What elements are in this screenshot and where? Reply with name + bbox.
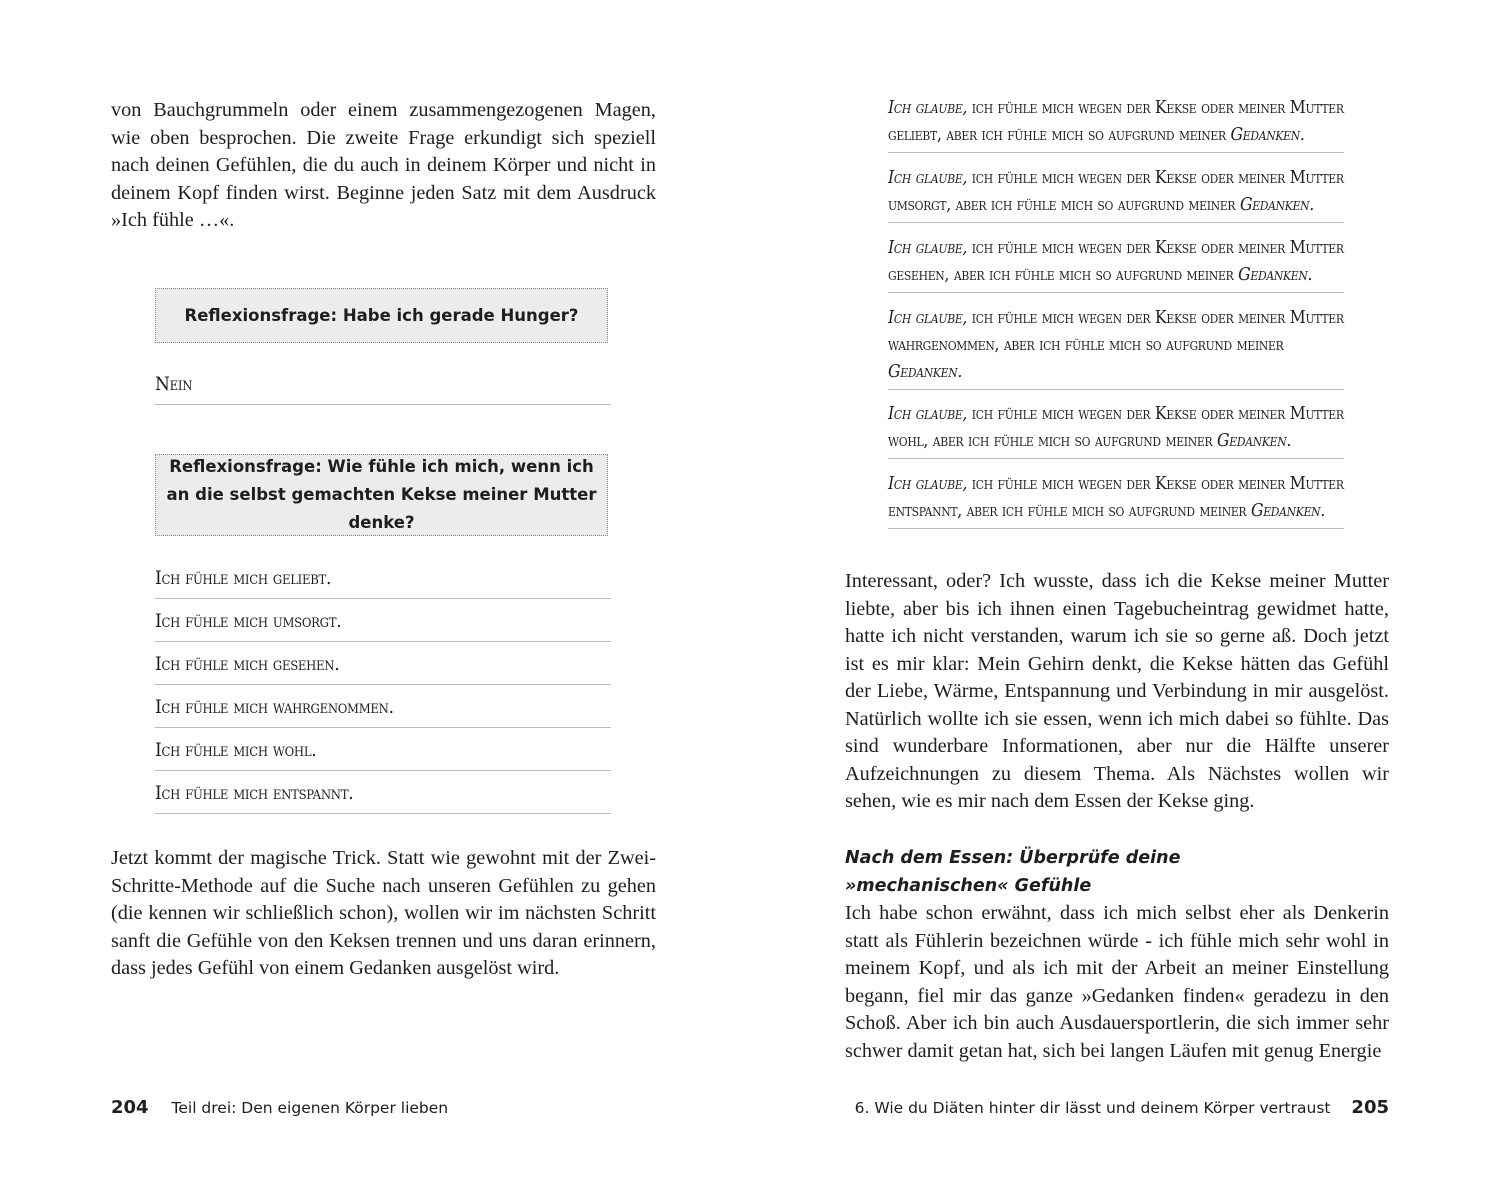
feeling-answer: Ich fühle mich umsorgt. <box>155 609 611 642</box>
reflection-question-hunger <box>155 288 608 343</box>
answer-hunger: Nein <box>155 372 611 405</box>
page-number: 204 <box>111 1097 149 1118</box>
belief-item <box>888 165 1344 223</box>
belief-item <box>888 471 1344 529</box>
belief-lead: Ich glaube, <box>888 474 968 494</box>
belief-lead: Ich glaube, <box>888 168 968 188</box>
closing-paragraph: Jetzt kommt der magische Trick. Statt wie gewohnt mit der Zwei-Schritte-Methode auf die Suche nach unseren Gefühlen zu gehen (die kennen wir schließlich schon), wollen wir im nächsten Schritt sanft die Gefühle von den Keksen trennen und uns daran erinnern, dass jedes Gefühl von einem Gedanken ausgelöst wird. <box>111 847 656 979</box>
belief-text: ich fühle mich wegen der Kekse oder meiner Mutter geliebt, aber ich fühle mich so aufgrund meiner <box>888 98 1344 145</box>
belief-tail: Gedanken. <box>1239 195 1314 215</box>
belief-tail: Gedanken. <box>1230 125 1305 145</box>
feeling-answer: Ich fühle mich wahrgenommen. <box>155 695 611 728</box>
belief-item <box>888 95 1344 153</box>
belief-text: ich fühle mich wegen der Kekse oder meiner Mutter umsorgt, aber ich fühle mich so aufgrund meiner <box>888 168 1344 215</box>
belief-text: ich fühle mich wegen der Kekse oder meiner Mutter wohl, aber ich fühle mich so aufgrund meiner <box>888 404 1344 451</box>
feeling-answer: Ich fühle mich geliebt. <box>155 566 611 599</box>
feeling-answer: Ich fühle mich wohl. <box>155 738 611 771</box>
belief-item <box>888 235 1344 293</box>
belief-tail: Gedanken. <box>1250 501 1326 521</box>
belief-item <box>888 305 1344 390</box>
question-text-line-2: an die selbst gemachten Kekse meiner Mutter denke? <box>166 485 597 532</box>
right-footer <box>855 1097 1389 1119</box>
question-text-line-1: Reflexionsfrage: Wie fühle ich mich, wenn ich <box>169 457 594 476</box>
belief-tail: Gedanken. <box>888 362 963 382</box>
feeling-answer: Ich fühle mich gesehen. <box>155 652 611 685</box>
belief-tail: Gedanken. <box>1217 431 1292 451</box>
question-text: Reflexionsfrage: Habe ich gerade Hunger? <box>184 305 579 325</box>
belief-item <box>888 401 1344 459</box>
chapter-title: 6. Wie du Diäten hinter dir lässt und deinem Körper vertraust <box>854 1099 1331 1117</box>
section-title: Teil drei: Den eigenen Körper lieben <box>171 1099 449 1117</box>
paragraph-denkerin: Ich habe schon erwähnt, dass ich mich selbst eher als Denkerin statt als Fühlerin bezeichnen würde - ich fühle mich sehr wohl in meinem Kopf, und als ich mit der Arbeit an meiner Einstellung begann, fiel mir das ganze »Gedanken finden« geradezu in den Schoß. Aber ich bin auch Ausdauersportlerin, die sich immer sehr schwer damit getan hat, sich bei langen Läufen mit genug Energie <box>845 902 1389 1062</box>
belief-tail: Gedanken. <box>1238 265 1313 285</box>
belief-lead: Ich glaube, <box>888 98 968 118</box>
belief-text: ich fühle mich wegen der Kekse oder meiner Mutter gesehen, aber ich fühle mich so aufgrund meiner <box>888 238 1344 285</box>
left-footer <box>111 1097 448 1119</box>
belief-lead: Ich glaube, <box>888 308 968 328</box>
feeling-answer: Ich fühle mich entspannt. <box>155 781 611 814</box>
subheading-line-1: Nach dem Essen: Überprüfe deine <box>845 848 1181 868</box>
belief-lead: Ich glaube, <box>888 238 968 258</box>
page-number: 205 <box>1351 1097 1389 1118</box>
subheading-line-2: »mechanischen« Gefühle <box>845 876 1092 896</box>
subheading <box>845 844 1389 900</box>
belief-text: ich fühle mich wegen der Kekse oder meiner Mutter wahrgenommen, aber ich fühle mich so aufgrund meiner <box>888 308 1344 355</box>
intro-paragraph: von Bauchgrummeln oder einem zusammengezogenen Magen, wie oben besprochen. Die zweite Frage erkundigt sich speziell nach deinen Gefühlen, die du auch in deinem Körper und nicht in deinem Kopf finden wirst. Beginne jeden Satz mit dem Ausdruck »Ich fühle …«. <box>111 99 656 231</box>
belief-lead: Ich glaube, <box>888 404 968 424</box>
belief-text: ich fühle mich wegen der Kekse oder meiner Mutter entspannt, aber ich fühle mich so aufgrund meiner <box>888 474 1344 521</box>
reflection-question-feelings <box>155 454 608 536</box>
paragraph-interessant: Interessant, oder? Ich wusste, dass ich die Kekse meiner Mutter liebte, aber bis ich ihnen einen Tagebucheintrag gewidmet hatte, hatte ich nicht verstanden, warum ich sie so gerne aß. Doch jetzt ist es mir klar: Mein Gehirn denkt, die Kekse hätten das Gefühl der Liebe, Wärme, Entspannung und Verbindung in mir ausgelöst. Natürlich wollte ich sie essen, wenn ich mich dabei so fühlte. Das sind wunderbare Informationen, aber nur die Hälfte unserer Aufzeichnungen zu diesem Thema. Als Nächstes wollen wir sehen, wie es mir nach dem Essen der Kekse ging. <box>845 570 1389 812</box>
